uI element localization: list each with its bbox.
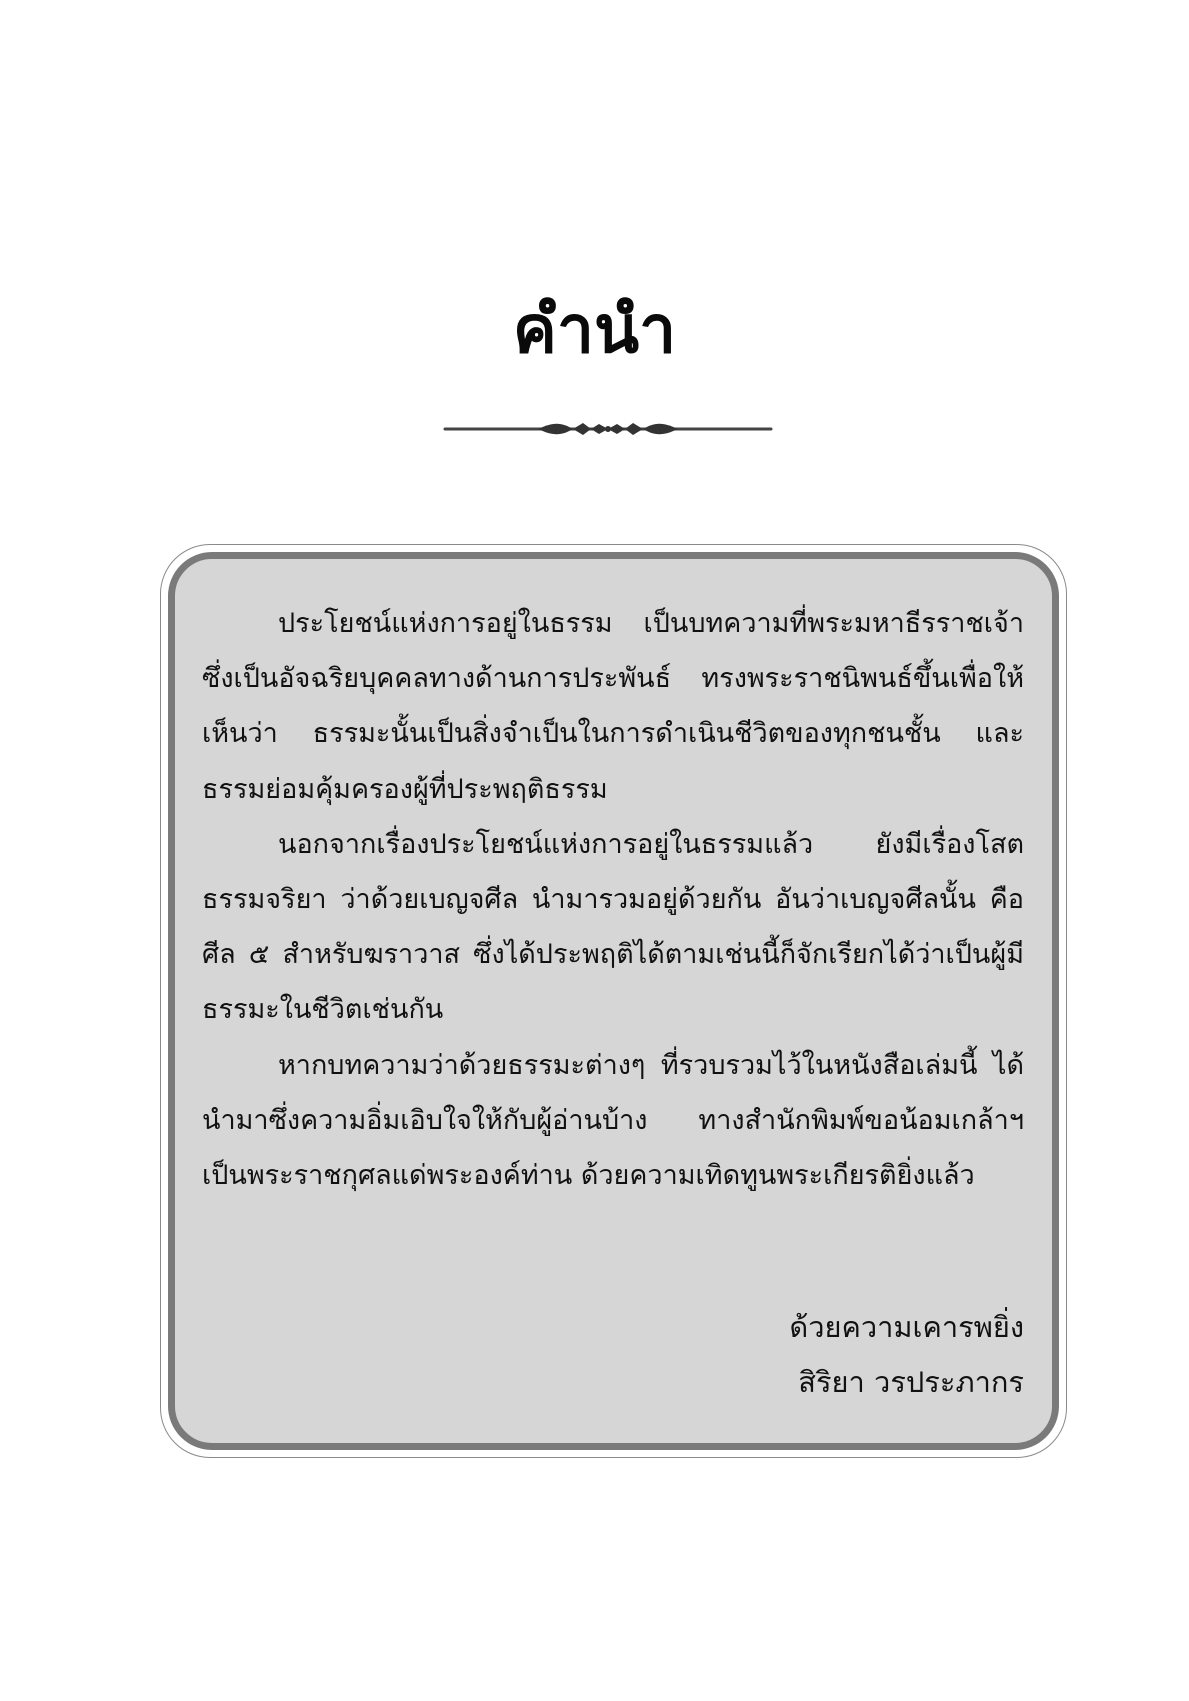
- title-divider-ornament: [443, 416, 773, 442]
- preface-paragraph-2: นอกจากเรื่องประโยชน์แห่งการอยู่ในธรรมแล้ว ยังมีเรื่องโสตธรรมจริยา ว่าด้วยเบญจศีล นำมารวมอยู่ด้วยกัน อันว่าเบญจศีลนั้น คือ ศีล ๕ สำหรับฆราวาส ซึ่งได้ประพฤติได้ตามเช่นนี้ก็จักเรียกได้ว่าเป็นผู้มีธรรมะในชีวิตเช่นกัน: [202, 828, 1024, 1026]
- preface-paragraph-3: หากบทความว่าด้วยธรรมะต่างๆ ที่รวบรวมไว้ในหนังสือเล่มนี้ ได้นำมาซึ่งความอิ่มเอิบใจให้กับผู้อ่านบ้าง ทางสำนักพิมพ์ขอน้อมเกล้าฯ เป็นพระราชกุศลแด่พระองค์ท่าน ด้วยความเทิดทูนพระเกียรติยิ่งแล้ว: [202, 1049, 1024, 1192]
- signature-block: [600, 1300, 1024, 1410]
- preface-paragraph-1: ประโยชน์แห่งการอยู่ในธรรม เป็นบทความที่พระมหาธีรราชเจ้า ซึ่งเป็นอัจฉริยบุคคลทางด้านการประพันธ์ ทรงพระราชนิพนธ์ขึ้นเพื่อให้เห็นว่า ธรรมะนั้นเป็นสิ่งจำเป็นในการดำเนินชีวิตของทุกชนชั้น และธรรมย่อมคุ้มครองผู้ที่ประพฤติธรรม: [202, 608, 1024, 805]
- signature-author: สิริยา วรประภากร: [798, 1365, 1024, 1399]
- signature-closing: ด้วยความเคารพยิ่ง: [789, 1310, 1024, 1344]
- preface-body: [202, 596, 1024, 1203]
- page-title: คำนำ: [512, 291, 677, 368]
